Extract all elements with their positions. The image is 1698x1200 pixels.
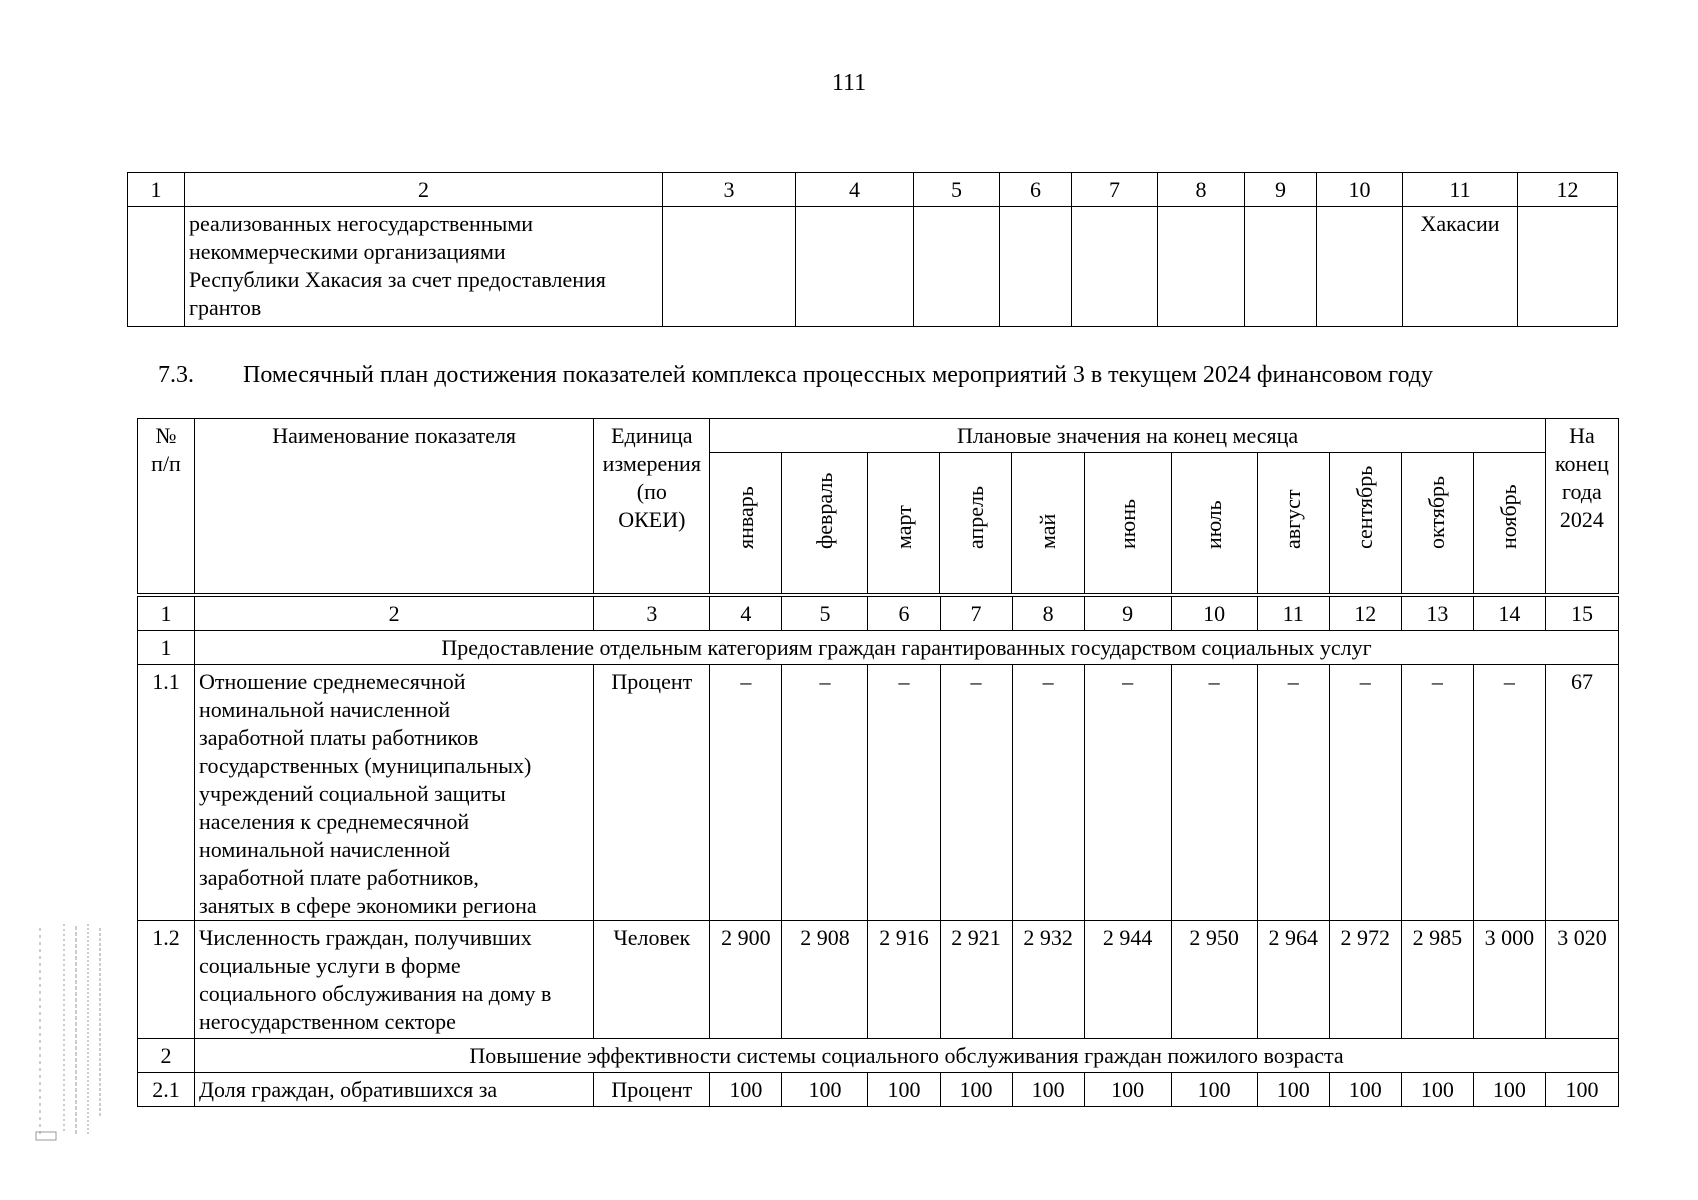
indicator-name-continuation [185, 207, 663, 327]
value-cell: 100 [1329, 1073, 1401, 1107]
row-number: 2.1 [138, 1073, 195, 1107]
section-title: Повышение эффективности системы социального обслуживания граждан пожилого возраста [195, 1039, 1619, 1073]
value-cell: – [782, 665, 868, 921]
row-number: 1.1 [138, 665, 195, 921]
row-number: 1.2 [138, 921, 195, 1039]
value-cell: 2 916 [868, 921, 940, 1039]
month-header-may: май [1012, 453, 1084, 594]
month-header-september: сентябрь [1329, 453, 1401, 594]
region-cell: Хакасии [1403, 207, 1518, 327]
value-cell: 100 [1012, 1073, 1084, 1107]
empty-cell [1072, 207, 1158, 327]
section-row [138, 631, 1619, 665]
column-number: 1 [138, 597, 195, 631]
text-line: занятых в сфере экономики региона [199, 893, 537, 918]
month-header-march: март [868, 453, 940, 594]
column-number: 12 [1329, 597, 1401, 631]
continuation-table [127, 172, 1618, 327]
month-header-june: июнь [1084, 453, 1171, 594]
month-header-november: ноябрь [1473, 453, 1545, 594]
document-stamp [34, 918, 114, 1142]
header-line: года [1561, 479, 1602, 504]
month-header-july: июль [1171, 453, 1257, 594]
section-number: 1 [138, 631, 195, 665]
column-number: 7 [1072, 173, 1158, 207]
indicator-name [195, 665, 594, 921]
empty-cell [914, 207, 1000, 327]
value-cell: 100 [1084, 1073, 1171, 1107]
column-number: 8 [1012, 597, 1084, 631]
column-number: 9 [1245, 173, 1317, 207]
number-header [138, 419, 195, 594]
text-line: Доля граждан, обратившихся за [199, 1076, 498, 1102]
column-number: 9 [1084, 597, 1171, 631]
main-table-body [137, 596, 1619, 1107]
empty-cell [1518, 207, 1618, 327]
text-line: заработной плате работников, [199, 865, 479, 890]
month-header-october: октябрь [1401, 453, 1473, 594]
value-cell: – [1401, 665, 1473, 921]
year-end-value: 67 [1545, 665, 1618, 921]
empty-cell [1158, 207, 1245, 327]
header-line: 2024 [1559, 507, 1604, 532]
section-title: Помесячный план достижения показателей комплекса процессных мероприятий 3 в текущем 2024 финансовом году [243, 362, 1433, 388]
section-title: Предоставление отдельным категориям граждан гарантированных государством социальных услуг [195, 631, 1619, 665]
section-row [138, 1039, 1619, 1073]
column-number: 4 [796, 173, 914, 207]
month-header-august: август [1257, 453, 1329, 594]
value-cell: – [940, 665, 1012, 921]
value-cell: 100 [1257, 1073, 1329, 1107]
column-number: 5 [914, 173, 1000, 207]
text-line: населения к среднемесячной [199, 809, 470, 834]
column-numbers-row [138, 597, 1619, 631]
value-cell: 2 900 [710, 921, 782, 1039]
text-line: Численность граждан, получивших [199, 925, 532, 950]
column-number: 12 [1518, 173, 1618, 207]
unit-cell: Процент [594, 1073, 710, 1107]
value-cell: 2 932 [1012, 921, 1084, 1039]
column-number: 11 [1257, 597, 1329, 631]
header-line: ОКЕИ) [618, 507, 686, 532]
header-line: п/п [151, 451, 181, 476]
continuation-row [128, 207, 1618, 327]
column-number: 7 [940, 597, 1012, 631]
empty-cell [1317, 207, 1403, 327]
year-end-value: 3 020 [1545, 921, 1618, 1039]
value-cell: 3 000 [1473, 921, 1545, 1039]
value-cell: – [1329, 665, 1401, 921]
text-line: грантов [189, 295, 262, 320]
empty-cell [796, 207, 914, 327]
value-cell: 2 972 [1329, 921, 1401, 1039]
column-number: 6 [1000, 173, 1072, 207]
indicator-name-header: Наименование показателя [195, 419, 594, 594]
text-line: номинальной начисленной [199, 697, 451, 722]
column-number: 10 [1171, 597, 1257, 631]
value-cell: 100 [1473, 1073, 1545, 1107]
value-cell: 100 [710, 1073, 782, 1107]
indicator-name [195, 1073, 594, 1107]
year-end-value: 100 [1545, 1073, 1618, 1107]
text-line: государственных (муниципальных) [199, 753, 532, 778]
empty-cell [663, 207, 796, 327]
text-line: социальные услуги в форме [199, 953, 461, 978]
value-cell: – [710, 665, 782, 921]
column-number: 5 [782, 597, 868, 631]
text-line: Республики Хакасия за счет предоставления [189, 267, 606, 292]
main-table-header [137, 418, 1619, 594]
column-number: 3 [663, 173, 796, 207]
value-cell: – [1171, 665, 1257, 921]
text-line: социального обслуживания на дому в [199, 981, 552, 1006]
value-cell: 2 908 [782, 921, 868, 1039]
text-line: Отношение среднемесячной [199, 669, 466, 694]
column-number: 1 [128, 173, 185, 207]
table-row [138, 921, 1619, 1039]
column-number: 14 [1473, 597, 1545, 631]
indicator-name [195, 921, 594, 1039]
value-cell: 100 [940, 1073, 1012, 1107]
value-cell: 2 944 [1084, 921, 1171, 1039]
month-header-february: февраль [782, 453, 868, 594]
column-number: 13 [1401, 597, 1473, 631]
value-cell: 100 [782, 1073, 868, 1107]
text-line: реализованных негосударственными [189, 211, 534, 236]
text-line: номинальной начисленной [199, 837, 451, 862]
value-cell: 2 964 [1257, 921, 1329, 1039]
empty-cell [1245, 207, 1317, 327]
header-line: измерения [602, 451, 701, 476]
column-number: 3 [594, 597, 710, 631]
value-cell: 2 985 [1401, 921, 1473, 1039]
text-line: учреждений социальной защиты [199, 781, 506, 806]
value-cell: – [868, 665, 940, 921]
value-cell: – [1084, 665, 1171, 921]
empty-cell [128, 207, 185, 327]
continuation-header-row [128, 173, 1618, 207]
month-header-january: январь [710, 453, 782, 594]
column-number: 2 [195, 597, 594, 631]
planned-values-header: Плановые значения на конец месяца [710, 419, 1545, 453]
text-line: некоммерческими организациями [189, 239, 506, 264]
table-row [138, 665, 1619, 921]
header-line: (по [636, 479, 667, 504]
value-cell: 2 950 [1171, 921, 1257, 1039]
month-header-april: апрель [940, 453, 1012, 594]
unit-header [594, 419, 710, 594]
header-line: На [1569, 423, 1595, 448]
value-cell: 2 921 [940, 921, 1012, 1039]
year-end-header [1545, 419, 1618, 594]
column-number: 11 [1403, 173, 1518, 207]
unit-cell: Человек [594, 921, 710, 1039]
table-row [138, 1073, 1619, 1107]
header-line: Единица [611, 423, 693, 448]
unit-cell: Процент [594, 665, 710, 921]
column-number: 10 [1317, 173, 1403, 207]
column-number: 6 [868, 597, 940, 631]
empty-cell [1000, 207, 1072, 327]
value-cell: 100 [1171, 1073, 1257, 1107]
column-number: 2 [185, 173, 663, 207]
value-cell: 100 [1401, 1073, 1473, 1107]
header-line: конец [1554, 451, 1609, 476]
value-cell: – [1012, 665, 1084, 921]
column-number: 4 [710, 597, 782, 631]
section-number: 2 [138, 1039, 195, 1073]
column-number: 8 [1158, 173, 1245, 207]
page-number: 111 [831, 70, 867, 96]
section-number: 7.3. [158, 362, 194, 388]
value-cell: 100 [868, 1073, 940, 1107]
value-cell: – [1473, 665, 1545, 921]
text-line: негосударственном секторе [199, 1009, 456, 1034]
header-line: № [155, 423, 177, 448]
text-line: заработной платы работников [199, 725, 479, 750]
value-cell: – [1257, 665, 1329, 921]
column-number: 15 [1545, 597, 1618, 631]
